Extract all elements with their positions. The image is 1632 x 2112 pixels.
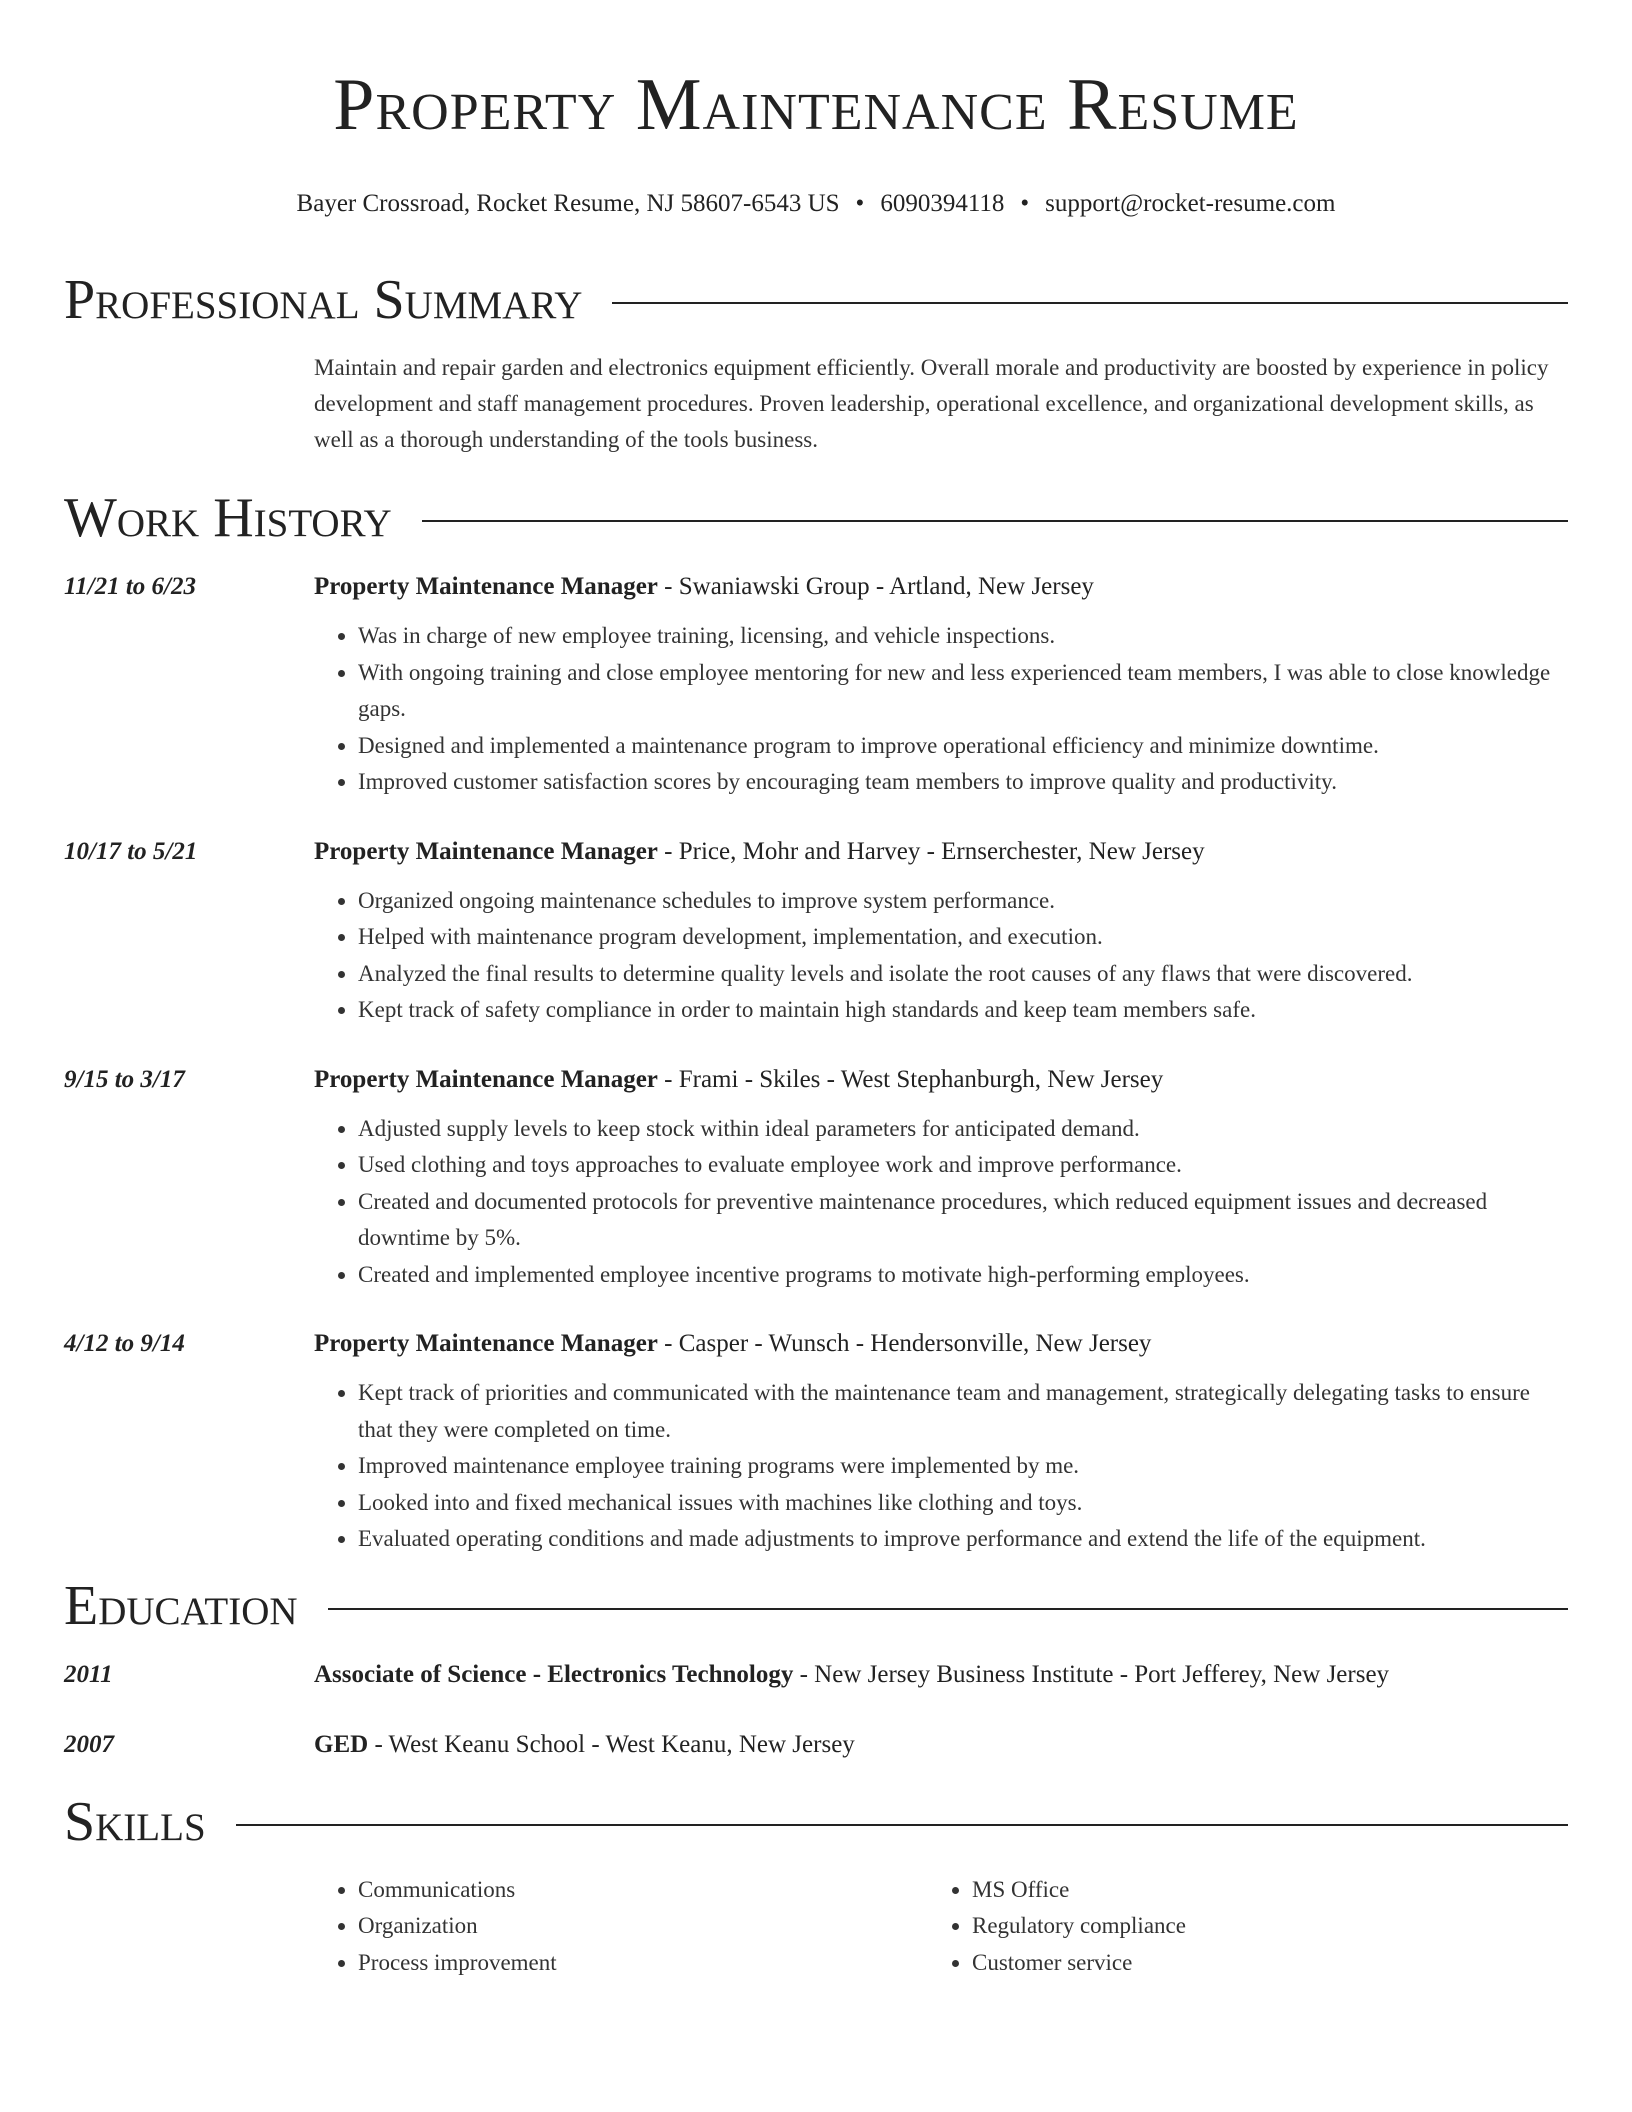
list-item: • Kept track of safety compliance in order to maintain high standards and keep team members safe.	[358, 992, 1568, 1029]
section-heading-summary	[64, 268, 1568, 332]
education-degree: GED	[314, 1730, 369, 1758]
contact-phone: 6090394118	[880, 190, 1005, 217]
list-item: • Helped with maintenance program development, implementation, and execution.	[358, 919, 1568, 956]
job-heading	[314, 835, 1568, 869]
job-title: Property Maintenance Manager	[314, 573, 658, 600]
job-bullets	[314, 883, 1568, 1029]
job-dates: 10/17 to 5/21	[64, 837, 198, 865]
list-item: • With ongoing training and close employee mentoring for new and less experienced team members, I was able to close knowledge gaps.	[358, 655, 1568, 728]
job-entry	[64, 1063, 1568, 1294]
job-company: - Frami - Skiles - West Stephanburgh, New Jersey	[657, 1065, 1164, 1093]
section-title: Education	[64, 1574, 298, 1637]
job-dates: 4/12 to 9/14	[64, 1330, 185, 1357]
list-item: • Organized ongoing maintenance schedules to improve system performance.	[358, 883, 1568, 920]
job-dates: 9/15 to 3/17	[64, 1065, 185, 1093]
list-item: • Designed and implemented a maintenance program to improve operational efficiency and minimize downtime.	[358, 728, 1568, 765]
job-title: Property Maintenance Manager	[314, 1330, 658, 1357]
list-item: • Improved maintenance employee training programs were implemented by me.	[358, 1448, 1568, 1485]
section-heading-skills	[64, 1790, 1568, 1854]
job-bullets	[314, 618, 1568, 801]
list-item: • Improved customer satisfaction scores by encouraging team members to improve quality and productivity.	[358, 764, 1568, 801]
skills-column-right	[928, 1872, 1542, 1982]
education-school: - New Jersey Business Institute - Port Jefferey, New Jersey	[793, 1660, 1390, 1688]
section-divider	[236, 1824, 1568, 1826]
list-item: • Created and implemented employee incentive programs to motivate high-performing employees.	[358, 1257, 1568, 1294]
list-item: • Kept track of priorities and communicated with the maintenance team and management, strategically delegating tasks to ensure that they were completed on time.	[358, 1375, 1568, 1448]
job-title: Property Maintenance Manager	[314, 837, 658, 865]
job-bullets	[314, 1111, 1568, 1294]
job-heading	[314, 1327, 1568, 1361]
education-year: 2007	[64, 1730, 114, 1758]
job-entry	[64, 1327, 1568, 1558]
summary-text: Maintain and repair garden and electronics equipment efficiently. Overall morale and productivity are boosted by experience in policy development and staff management procedures. Proven leadership, operational excellence, and organizational development skills, as well as a thorough understanding of the tools business.	[314, 355, 1549, 452]
education-degree: Associate of Science - Electronics Technology	[314, 1660, 794, 1688]
list-item: • Regulatory compliance	[972, 1908, 1542, 1945]
job-title: Property Maintenance Manager	[314, 1065, 658, 1093]
list-item: • Evaluated operating conditions and made adjustments to improve performance and extend the life of the equipment.	[358, 1521, 1568, 1558]
section-divider	[422, 520, 1568, 522]
job-dates: 11/21 to 6/23	[64, 573, 196, 600]
job-entry	[64, 835, 1568, 1029]
section-divider	[612, 302, 1568, 304]
job-entry	[64, 570, 1568, 801]
job-company: - Casper - Wunsch - Hendersonville, New Jersey	[657, 1330, 1152, 1357]
job-heading	[314, 1063, 1568, 1097]
education-entry	[64, 1658, 1568, 1692]
education-year: 2011	[64, 1660, 113, 1688]
skills-list	[314, 1872, 1568, 1982]
list-item: • MS Office	[972, 1872, 1542, 1909]
skills-column-left	[314, 1872, 928, 1982]
contact-address: Bayer Crossroad, Rocket Resume, NJ 58607-6543 US	[296, 190, 840, 217]
contact-separator: •	[855, 190, 865, 217]
section-title: Professional Summary	[64, 269, 583, 331]
list-item: • Organization	[358, 1908, 928, 1945]
education-heading	[314, 1728, 1568, 1762]
education-heading	[314, 1658, 1568, 1692]
section-heading-work-history	[64, 486, 1568, 550]
section-title: Work History	[64, 487, 392, 549]
list-item: • Customer service	[972, 1945, 1542, 1982]
list-item: • Used clothing and toys approaches to evaluate employee work and improve performance.	[358, 1147, 1568, 1184]
contact-email: support@rocket-resume.com	[1045, 190, 1336, 217]
list-item: • Adjusted supply levels to keep stock within ideal parameters for anticipated demand.	[358, 1111, 1568, 1148]
education-school: - West Keanu School - West Keanu, New Jersey	[368, 1730, 855, 1758]
job-company: - Price, Mohr and Harvey - Ernserchester, New Jersey	[657, 837, 1205, 865]
job-heading	[314, 570, 1568, 604]
resume-title: Property Maintenance Resume	[333, 64, 1299, 146]
section-title: Skills	[64, 1790, 206, 1853]
list-item: • Looked into and fixed mechanical issues with machines like clothing and toys.	[358, 1485, 1568, 1522]
list-item: • Analyzed the final results to determine quality levels and isolate the root causes of any flaws that were discovered.	[358, 956, 1568, 993]
job-company: - Swaniawski Group - Artland, New Jersey	[657, 573, 1094, 600]
section-heading-education	[64, 1574, 1568, 1638]
contact-line	[64, 188, 1568, 220]
contact-separator: •	[1020, 190, 1030, 217]
list-item: • Communications	[358, 1872, 928, 1909]
section-divider	[328, 1608, 1568, 1610]
list-item: • Process improvement	[358, 1945, 928, 1982]
job-bullets	[314, 1375, 1568, 1558]
education-entry	[64, 1728, 1568, 1762]
list-item: • Was in charge of new employee training, licensing, and vehicle inspections.	[358, 618, 1568, 655]
list-item: • Created and documented protocols for preventive maintenance procedures, which reduced equipment issues and decreased downtime by 5%.	[358, 1184, 1568, 1257]
